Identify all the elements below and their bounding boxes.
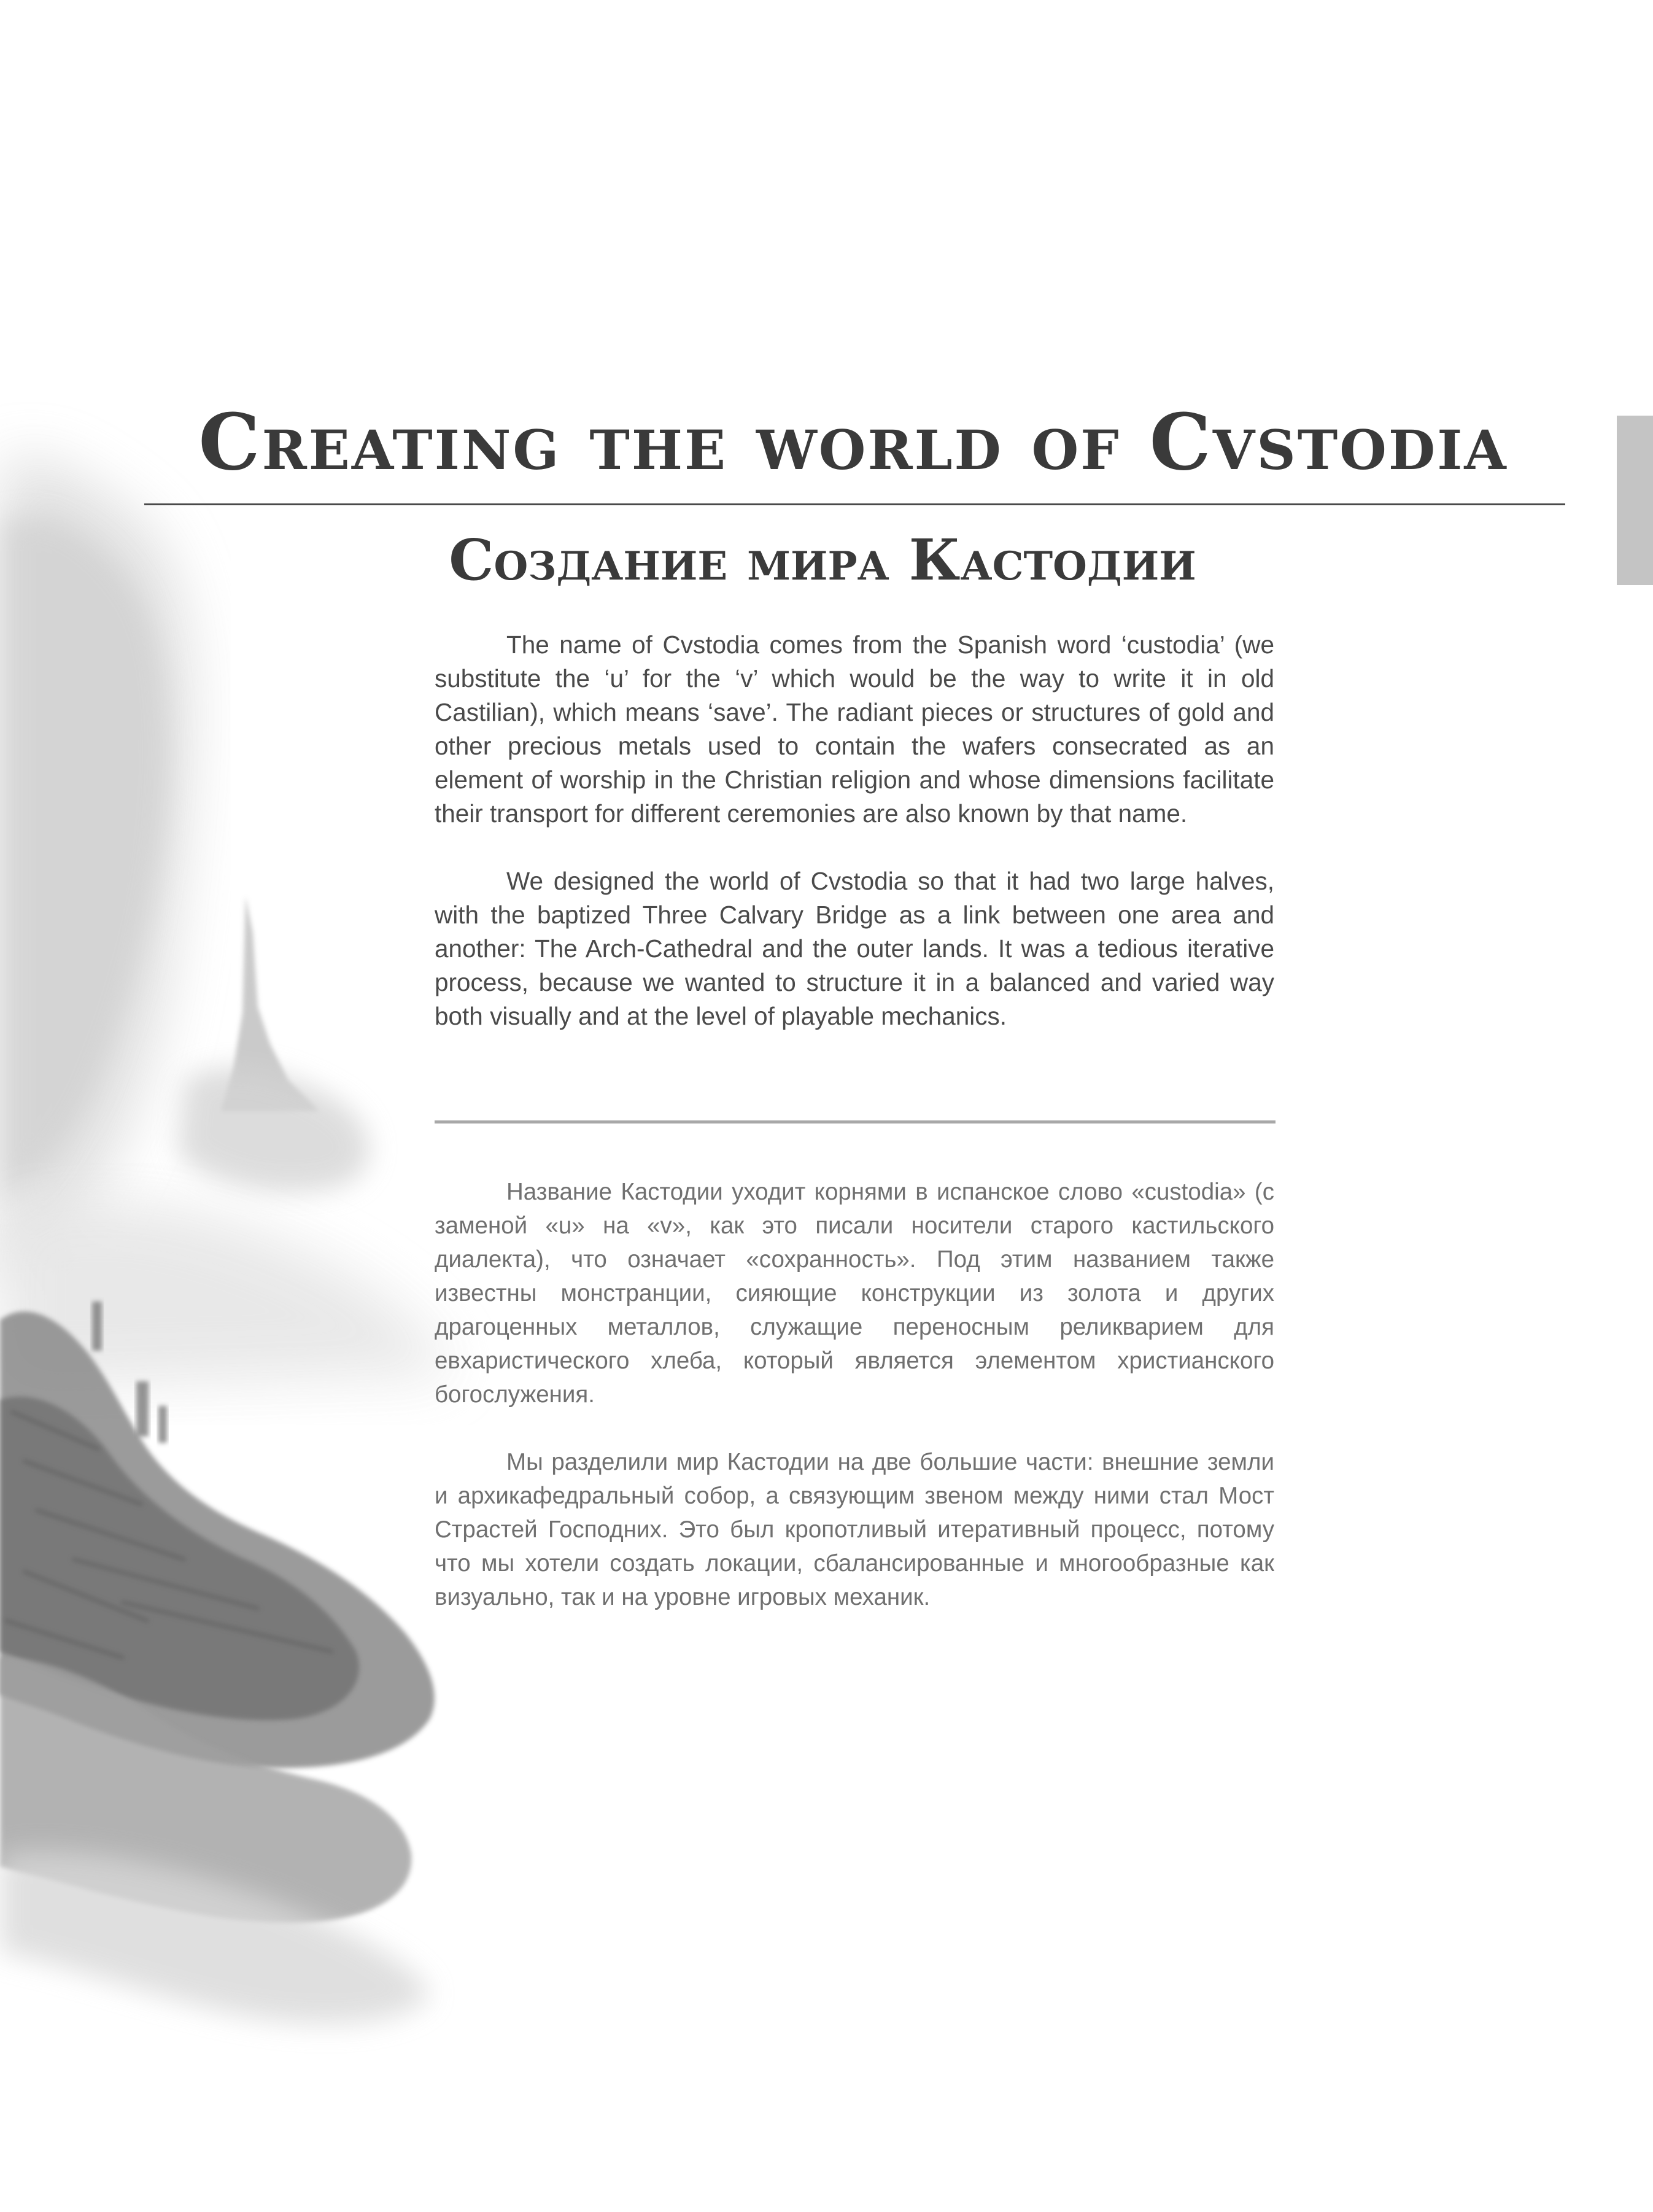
russian-paragraph: Название Кастодии уходит корнями в испанское слово «custodia» (с заменой «u» на «v», как это писали носители старого кастильского диалекта), что означает «сохранность». Под этим названием также известны монстранции, сияющие конструкции из золота и других драгоценных металлов, служащие переносным реликварием для евхаристического хлеба, который является элементом христианского богослужения. <box>435 1179 1274 1408</box>
russian-paragraph: Мы разделили мир Кастодии на две большие части: внешние земли и архикафедральный собор, а связующим звеном между ними стал Мост Страстей Господних. Это был кропотливый итеративный процесс, потому что мы хотели создать локации, сбалансированные и многообразные как визуально, так и на уровне игровых механик. <box>435 1449 1274 1610</box>
landscape-illustration <box>0 0 491 2212</box>
page-subtitle: Создание мира Кастодии <box>449 527 1196 593</box>
cliff-face <box>0 517 168 1203</box>
english-paragraph: We designed the world of Cvstodia so that it had two large halves, with the baptized Three Calvary Bridge as a link between one area and another: The Arch-Cathedral and the outer lands. It was a tedious iterative process, because we wanted to structure it in a balanced and varied way both visually and at the level of playable mechanics. <box>435 867 1274 1030</box>
page-title: Creating the world of Cvstodia <box>198 397 1508 487</box>
english-text <box>435 628 1274 1033</box>
section-divider <box>435 1120 1276 1123</box>
ruin-tower <box>92 1302 102 1351</box>
ruin-tower <box>136 1381 149 1437</box>
spire-base <box>178 1068 369 1192</box>
page-edge-tab <box>1617 416 1653 585</box>
title-divider <box>144 503 1565 505</box>
english-paragraph: The name of Cvstodia comes from the Spanish word ‘custodia’ (we substitute the ‘u’ for the ‘v’ which would be the way to write it in old Castilian), which means ‘save’. The radiant pieces or structures of gold and other precious metals used to contain the wafers consecrated as an element of worship in the Christian religion and whose dimensions facilitate their transport for different ceremonies are also known by that name. <box>435 631 1274 828</box>
russian-text <box>435 1175 1274 1614</box>
ruin-tower <box>158 1406 167 1443</box>
